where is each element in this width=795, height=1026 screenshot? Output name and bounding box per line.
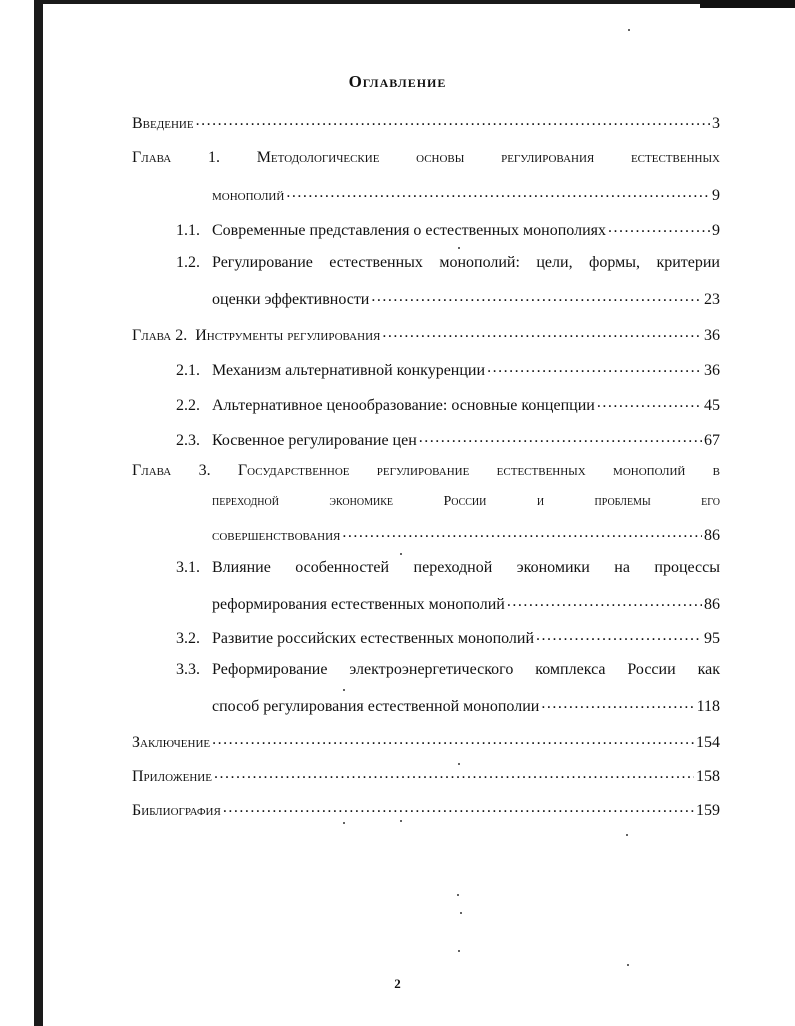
entry-page: 86 [704, 527, 720, 544]
dot-leader [214, 765, 694, 781]
section-label: Реформирование электроэнергетического комплекса России как [212, 661, 720, 678]
scan-speck [343, 822, 345, 824]
toc-entry-bibliography[interactable] [132, 799, 720, 820]
section-label-cont: реформирования естественных монополий [212, 596, 505, 613]
section-number: 3.1. [176, 559, 200, 576]
entry-label: Введение [132, 115, 194, 132]
section-label: Влияние особенностей переходной экономики на процессы [212, 559, 720, 576]
section-number: 2.2. [176, 397, 200, 414]
dot-leader [541, 695, 694, 711]
section-label: Регулирование естественных монополий: цели, формы, критерии [212, 254, 720, 271]
scan-speck [460, 912, 462, 914]
scan-speck [457, 894, 459, 896]
dot-leader [487, 359, 702, 375]
dot-leader [382, 324, 702, 340]
toc-section-1-2-line2[interactable] [212, 288, 720, 309]
scan-border-left [34, 0, 43, 1026]
entry-page: 67 [704, 432, 720, 449]
chapter-head: Глава 3. [132, 462, 211, 479]
dot-leader [507, 593, 702, 609]
toc-section-3-1-line2[interactable] [212, 593, 720, 614]
entry-page: 118 [696, 698, 720, 715]
dot-leader [597, 394, 702, 410]
toc-chapter-1-line2[interactable] [212, 184, 720, 205]
dot-leader [212, 731, 694, 747]
entry-page: 154 [696, 734, 720, 751]
section-number: 2.1. [176, 362, 200, 379]
chapter-title: Инструменты регулирования [195, 327, 381, 344]
section-label: Косвенное регулирование цен [212, 432, 417, 449]
toc-section-3-3-line2[interactable] [212, 695, 720, 716]
scan-speck [458, 950, 460, 952]
dot-leader [223, 799, 694, 815]
dot-leader [342, 524, 702, 540]
toc-entry-conclusion[interactable] [132, 731, 720, 752]
section-number: 1.2. [176, 254, 200, 271]
scan-speck [627, 964, 629, 966]
section-number: 2.3. [176, 432, 200, 449]
entry-page: 86 [704, 596, 720, 613]
toc-section-3-1-line1[interactable] [176, 559, 720, 577]
dot-leader [419, 429, 702, 445]
dot-leader [608, 219, 710, 235]
toc-chapter-3-line3[interactable] [212, 524, 720, 545]
scan-border-top [34, 0, 760, 4]
toc-entry-introduction[interactable] [132, 112, 720, 133]
entry-page: 3 [712, 115, 720, 132]
section-label: Современные представления о естественных монополиях [212, 222, 606, 239]
dot-leader [371, 288, 702, 304]
section-number: 3.2. [176, 630, 200, 647]
section-label-cont: способ регулирования естественной монополии [212, 698, 540, 715]
scan-speck [400, 553, 402, 555]
section-number: 3.3. [176, 661, 200, 678]
scan-speck [628, 29, 630, 31]
entry-page: 23 [704, 291, 720, 308]
page-number: 2 [394, 976, 401, 991]
toc-section-2-1[interactable] [176, 359, 720, 380]
scan-border-top-right [700, 0, 795, 8]
toc-section-1-2-line1[interactable] [176, 254, 720, 272]
entry-label: Приложение [132, 768, 212, 785]
scan-speck [626, 834, 628, 836]
entry-page: 159 [696, 802, 720, 819]
scan-speck [343, 689, 345, 691]
section-label-cont: оценки эффективности [212, 291, 370, 308]
chapter-title-cont: совершенствования [212, 527, 341, 544]
entry-page: 9 [712, 187, 720, 204]
toc-chapter-3-line2[interactable]: переходной экономике России и проблемы его [212, 494, 720, 509]
chapter-head: Глава 1. [132, 149, 220, 166]
section-label: Механизм альтернативной конкуренции [212, 362, 486, 379]
chapter-title-cont: монополий [212, 187, 285, 204]
chapter-title: Методологические основы регулирования естественных [256, 149, 720, 166]
scan-speck [400, 820, 402, 822]
scan-speck [458, 247, 460, 249]
entry-page: 158 [696, 768, 720, 785]
entry-label: Заключение [132, 734, 211, 751]
entry-page: 36 [704, 327, 720, 344]
toc-chapter-3-line1[interactable] [132, 462, 720, 480]
section-label: Развитие российских естественных монополий [212, 630, 535, 647]
toc-chapter-1-line1[interactable] [132, 149, 720, 167]
entry-label: Библиография [132, 802, 221, 819]
toc-section-3-3-line1[interactable] [176, 661, 720, 679]
section-label: Альтернативное ценообразование: основные концепции [212, 397, 595, 414]
scan-speck [458, 763, 460, 765]
dot-leader [536, 627, 702, 643]
toc-title: Оглавление [348, 72, 447, 91]
dot-leader [286, 184, 710, 200]
toc-entry-appendix[interactable] [132, 765, 720, 786]
chapter-head: Глава 2. [132, 327, 188, 344]
toc-section-2-3[interactable] [176, 429, 720, 450]
toc-section-3-2[interactable] [176, 627, 720, 648]
toc-chapter-2[interactable] [132, 324, 720, 345]
toc-section-1-1[interactable] [176, 219, 720, 240]
dot-leader [196, 112, 710, 128]
entry-page: 9 [712, 222, 720, 239]
section-number: 1.1. [176, 222, 200, 239]
entry-page: 36 [704, 362, 720, 379]
toc-section-2-2[interactable] [176, 394, 720, 415]
entry-page: 95 [704, 630, 720, 647]
chapter-title: Государственное регулирование естественных монополий в [237, 462, 721, 479]
entry-page: 45 [704, 397, 720, 414]
